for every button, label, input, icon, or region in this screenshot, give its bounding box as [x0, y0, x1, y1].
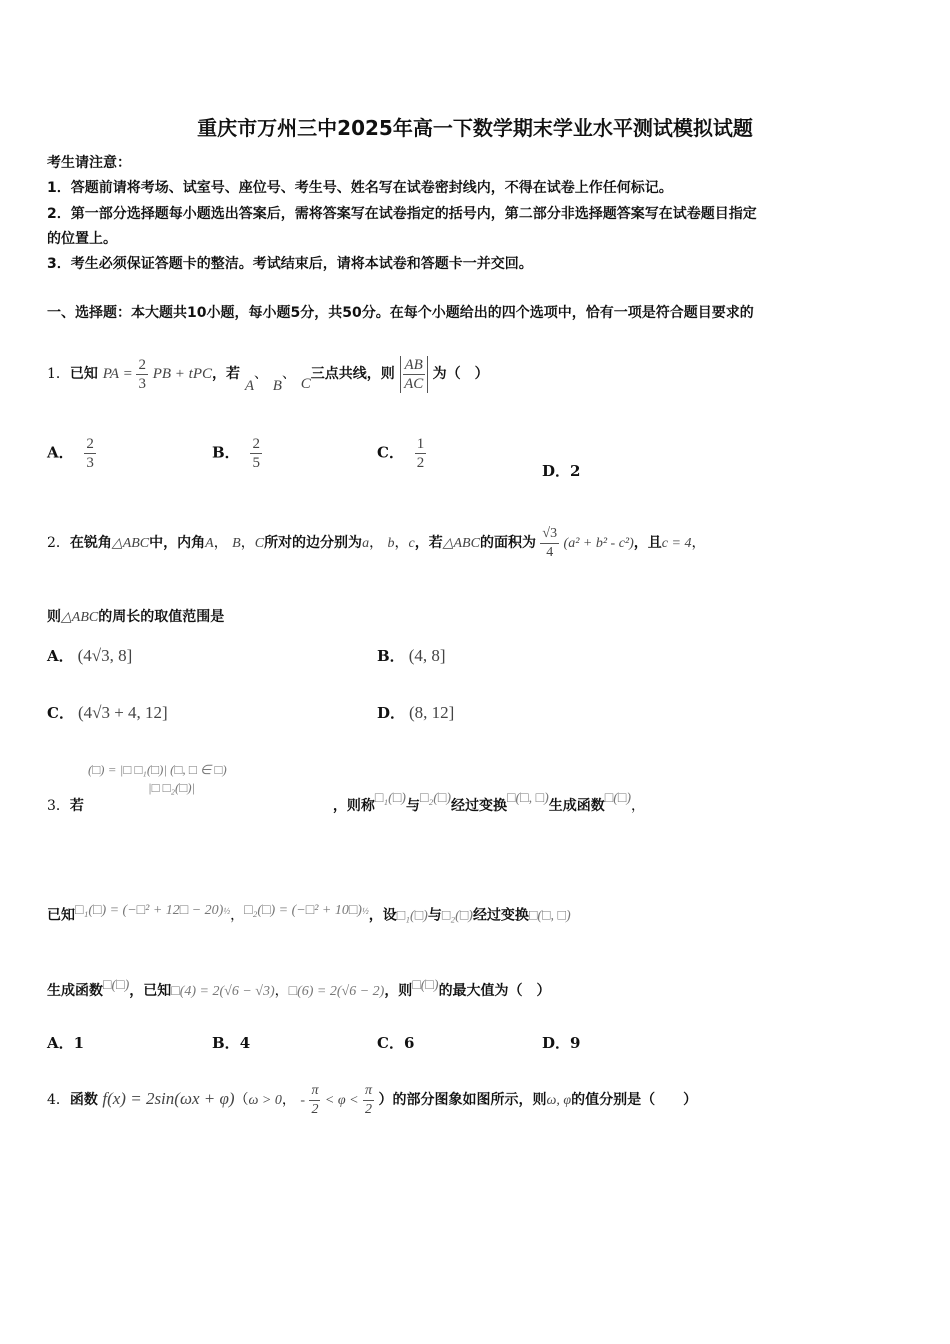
question-1: 1．已知 PA = $\frac{2}{3}$ PB + tPC，若 A、 B、 C三点共线，则 $\frac{AB}{AC}$ 为（ ） — [47, 356, 489, 394]
notice-item-1: 1．答题前请将考场、试室号、座位号、考生号、姓名写在试卷密封线内，不得在试卷上作任何标记。 — [47, 180, 673, 196]
notice-item-2-cont: 的位置上。 — [47, 231, 117, 247]
q1-ratio: $\frac{AB}{AC}$ — [400, 356, 428, 393]
question-2: 2．在锐角△ABC中，内角A， B，C所对的边分别为a， b，c，若△ABC的面积为 $\frac{√3}{4}$ (a² + b² - c²)，且c = 4， — [47, 525, 706, 560]
question-3-line-3: 生成函数□(□)，已知□(4) = 2(√6 − √3)，□(6) = 2(√6 − 2)，则□(□)的最大值为（ ） — [47, 978, 551, 999]
question-4: 4．函数 f(x) = 2sin(ωx + φ)（ω > 0， - $\frac{\pi}{2}$ < φ < $\frac{\pi}{2}$ ）的部分图象如图所示，则ω, φ的值分别是（ ） — [47, 1082, 698, 1117]
notice-heading: 考生请注意： — [47, 155, 131, 171]
q3-determinant-row-2: |□ □₂(□)| — [148, 780, 196, 795]
q1-coef-fraction: $\frac{2}{3}$ — [138, 356, 146, 392]
q1-option-a: A． $\frac{2}{3}$ — [47, 436, 94, 471]
q3-option-d: D．9 — [542, 1034, 581, 1052]
q1-vector-pa: PA = — [102, 366, 137, 382]
question-2-line-2: 则△ABC的周长的取值范围是 — [47, 609, 225, 625]
question-3: 3．若 ，则称□₁(□)与□₂(□)经过变换□(□, □)生成函数□(□)， — [47, 791, 645, 814]
q1-number: 1． — [47, 366, 70, 382]
q3-option-a: A．1 — [47, 1034, 85, 1052]
q1-option-d: D．2 — [542, 462, 581, 480]
notice-item-2: 2．第一部分选择题每小题选出答案后，需将答案写在试卷指定的括号内，第二部分非选择题答案写在试卷题目指定 — [47, 206, 757, 222]
page-title: 重庆市万州三中2025年高一下数学期末学业水平测试模拟试题 — [197, 116, 753, 140]
q2-option-d: D． (8, 12] — [377, 703, 455, 722]
q2-area-fraction: $\frac{√3}{4}$ — [542, 525, 558, 560]
q3-option-c: C．6 — [377, 1034, 415, 1052]
section-heading: 一、选择题：本大题共10小题，每小题5分，共50分。在每个小题给出的四个选项中，恰有一项是符合题目要求的 — [47, 305, 754, 321]
q2-option-c: C． (4√3 + 4, 12] — [47, 703, 168, 722]
notice-item-3: 3．考生必须保证答题卡的整洁。考试结束后，请将本试卷和答题卡一并交回。 — [47, 256, 533, 272]
q1-option-b: B． $\frac{2}{5}$ — [212, 436, 260, 471]
q3-option-b: B．4 — [212, 1034, 251, 1052]
q1-option-c: C． $\frac{1}{2}$ — [377, 436, 425, 471]
q2-option-b: B． (4, 8] — [377, 646, 446, 665]
question-3-line-2: 已知□₁(□) = (−□² + 12□ − 20)$^{\frac{1}{2}}$，□₂(□) = (−□² + 10□)$^{\frac{1}{2}}$，设□₁(□)与□₂(□)经过变换□(□, □) — [47, 902, 571, 924]
q2-option-a: A． (4√3, 8] — [47, 646, 133, 665]
q3-determinant-row-1: (□) = |□ □₁(□)| (□, □ ∈ □) — [88, 762, 227, 777]
